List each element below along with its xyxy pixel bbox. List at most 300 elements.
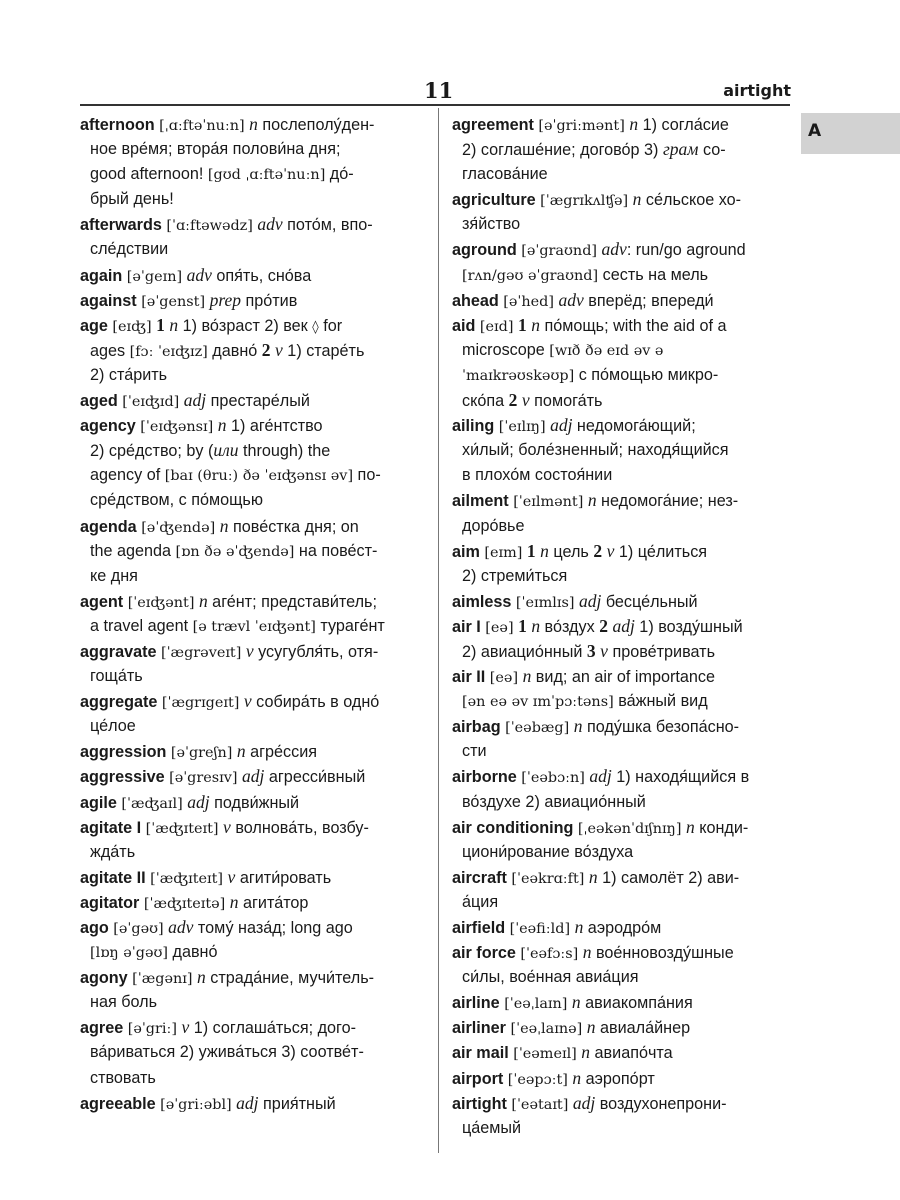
sense-number: 2 bbox=[261, 339, 271, 360]
entry-continuation-line bbox=[452, 514, 749, 539]
headword: airfield bbox=[452, 919, 506, 937]
definition-text: 1) находя́щийся в bbox=[611, 768, 750, 787]
definition-text: вперёд; впереди́ bbox=[583, 291, 714, 310]
definition-text: конди- bbox=[694, 818, 749, 837]
running-head-guide-word: airtight bbox=[723, 81, 791, 100]
entry-continuation-line bbox=[80, 137, 385, 162]
entry-line bbox=[80, 263, 385, 288]
transcription: [ˌɑːftəˈnuːn] bbox=[159, 118, 245, 134]
grammar-label: adj bbox=[550, 415, 573, 436]
grammar-label: n bbox=[531, 314, 540, 335]
transcription: [ˈægrɪgeɪt] bbox=[161, 695, 240, 712]
entry-continuation-line bbox=[452, 790, 749, 815]
grammar-label: adv bbox=[257, 214, 283, 235]
entry-continuation-line bbox=[80, 162, 385, 187]
headword: again bbox=[80, 266, 123, 285]
sense-number: 3 bbox=[586, 640, 596, 661]
headword: agree bbox=[80, 1019, 124, 1038]
definition-text: а́ция bbox=[462, 892, 499, 911]
transcription: [ə trævl ˈeɪʤənt] bbox=[192, 618, 316, 635]
grammar-label: n bbox=[229, 891, 239, 912]
grammar-label: adj bbox=[187, 791, 210, 812]
sense-number: 2 bbox=[599, 615, 608, 636]
definition-text: ная боль bbox=[90, 993, 158, 1012]
entry-line bbox=[452, 488, 749, 513]
headword: aground bbox=[452, 241, 517, 260]
definition-text: ствовать bbox=[90, 1068, 156, 1087]
entry-line bbox=[452, 1040, 749, 1065]
entry-continuation-line bbox=[452, 162, 749, 187]
definition-text: жда́ть bbox=[90, 842, 136, 861]
definition-text: 1) возду́шный bbox=[634, 617, 743, 636]
transcription: [eə] bbox=[489, 670, 519, 687]
sense-number: 2 bbox=[593, 540, 603, 561]
entry-line bbox=[80, 1091, 385, 1116]
headword: ahead bbox=[452, 291, 499, 310]
entry-continuation-line bbox=[80, 714, 385, 739]
definition-text: брый день! bbox=[90, 190, 174, 209]
grammar-label: грам bbox=[662, 139, 699, 160]
definition-text: по- bbox=[353, 466, 381, 485]
entry-continuation-line bbox=[80, 237, 385, 262]
transcription: [ˈɑːftəwədz] bbox=[166, 218, 253, 235]
headword: afternoon bbox=[80, 116, 155, 134]
entry-line bbox=[80, 288, 385, 313]
grammar-label: adj bbox=[183, 390, 207, 411]
entry-line bbox=[452, 313, 749, 338]
definition-text: цель bbox=[548, 542, 594, 561]
definition-text: 1) старе́ть bbox=[282, 341, 365, 360]
transcription: [ˈeəmeɪl] bbox=[513, 1046, 577, 1063]
transcription: [baɪ (θruː) ðə ˈeɪʤənsɪ əv] bbox=[164, 468, 354, 485]
entry-line bbox=[80, 388, 385, 413]
definition-text: пото́м, впо- bbox=[282, 216, 373, 235]
grammar-label: adv bbox=[186, 264, 212, 285]
entry-continuation-line bbox=[452, 965, 749, 990]
dictionary-column-left bbox=[80, 112, 385, 1116]
definition-text: в плохо́м состоя́нии bbox=[462, 466, 613, 485]
definition-text: агре́ссия bbox=[245, 743, 318, 762]
definition-text: си́лы, вое́нная авиа́ция bbox=[462, 968, 639, 987]
headword: aggregate bbox=[80, 693, 158, 712]
dictionary-column-right bbox=[452, 112, 749, 1141]
definition-text: 2) стреми́ться bbox=[462, 566, 568, 585]
entry-continuation-line bbox=[80, 664, 385, 689]
grammar-label: n bbox=[587, 490, 597, 511]
definition-text: сле́дствии bbox=[90, 240, 169, 259]
definition-text: воздухонепрони- bbox=[595, 1094, 727, 1113]
entry-continuation-line bbox=[452, 463, 749, 488]
grammar-label: n bbox=[540, 540, 549, 561]
entry-continuation-line bbox=[80, 564, 385, 589]
transcription: [ˈæʤɪteɪt] bbox=[150, 870, 224, 887]
entry-line bbox=[80, 915, 385, 940]
definition-text: аэропо́рт bbox=[581, 1069, 655, 1088]
grammar-label: n bbox=[531, 615, 541, 636]
definition-text: прове́тривать bbox=[607, 642, 716, 661]
entry-line bbox=[452, 990, 749, 1015]
grammar-label: n bbox=[169, 314, 179, 335]
entry-continuation-line bbox=[80, 990, 385, 1015]
entry-line bbox=[452, 1091, 749, 1116]
definition-text: с по́мощью микро- bbox=[574, 365, 719, 384]
definition-text: microscope bbox=[462, 340, 550, 359]
transcription: [ˈeɪmlɪs] bbox=[515, 594, 575, 611]
transcription: [ˈægrɪkʌlʧə] bbox=[540, 193, 629, 210]
definition-text: недомога́ющий; bbox=[572, 417, 696, 436]
definition-text: послеполу́ден- bbox=[257, 116, 375, 134]
transcription: [ˈægənɪ] bbox=[132, 971, 193, 988]
entry-line bbox=[452, 764, 749, 789]
transcription: [ˈægrəveɪt] bbox=[160, 644, 242, 661]
grammar-label: n bbox=[236, 741, 246, 762]
definition-text: хи́лый; боле́зненный; находя́щийся bbox=[462, 441, 729, 460]
grammar-label: v bbox=[223, 816, 231, 837]
definition-text: авиала́йнер bbox=[595, 1019, 691, 1038]
entry-continuation-line bbox=[452, 689, 749, 714]
entry-continuation-line bbox=[452, 363, 749, 388]
sense-number: 1 bbox=[518, 615, 527, 636]
definition-text: со- bbox=[698, 141, 726, 160]
transcription: [əˈgenst] bbox=[141, 293, 206, 310]
transcription: [ˈeəfɔːs] bbox=[520, 946, 579, 963]
transcription: [eɪm] bbox=[484, 544, 523, 561]
grammar-label: n bbox=[198, 590, 208, 611]
headword: aim bbox=[452, 542, 480, 561]
entry-continuation-line bbox=[80, 187, 385, 212]
headword: air I bbox=[452, 617, 481, 636]
headword: aimless bbox=[452, 592, 512, 611]
definition-text: про́тив bbox=[241, 291, 298, 310]
entry-line bbox=[80, 589, 385, 614]
definition-text: давно́ bbox=[168, 943, 218, 962]
definition-text: 2) соглаше́ние; догово́р 3) bbox=[462, 141, 663, 160]
transcription: ˈmaɪkrəʊskəʊp] bbox=[462, 367, 575, 384]
grammar-label: n bbox=[632, 189, 642, 210]
grammar-label: v bbox=[600, 640, 608, 661]
grammar-label: n bbox=[573, 716, 583, 737]
entry-line bbox=[452, 714, 749, 739]
transcription: [ˌeəkənˈdɪʃnɪŋ] bbox=[577, 820, 682, 837]
grammar-label: adv bbox=[601, 239, 627, 260]
entry-line bbox=[80, 865, 385, 890]
entry-line bbox=[452, 589, 749, 614]
entry-continuation-line bbox=[452, 388, 749, 413]
definition-text: ages bbox=[90, 341, 130, 360]
sense-number: 1 bbox=[526, 540, 536, 561]
grammar-label: v bbox=[606, 540, 615, 561]
grammar-label: prep bbox=[209, 289, 241, 310]
transcription: [ˈeəˌlaɪn] bbox=[504, 996, 568, 1013]
entry-continuation-line bbox=[452, 564, 749, 589]
definition-text: вое́нновозду́шные bbox=[591, 944, 734, 963]
headword: agitate I bbox=[80, 818, 142, 837]
transcription: [əˈgresɪv] bbox=[169, 770, 238, 787]
definition-text: 1) соглаша́ться; дого- bbox=[189, 1019, 356, 1038]
grammar-label: adj bbox=[589, 766, 612, 787]
transcription: [əˈʤendə] bbox=[141, 519, 216, 536]
entry-line bbox=[80, 413, 385, 438]
definition-text: недомога́ние; нез- bbox=[596, 492, 739, 511]
definition-text: опя́ть, сно́ва bbox=[211, 266, 312, 285]
entry-continuation-line bbox=[80, 1040, 385, 1065]
grammar-label: n bbox=[581, 1042, 591, 1063]
definition-text: сти bbox=[462, 742, 487, 761]
transcription: [eɪd] bbox=[479, 318, 514, 335]
grammar-label: n bbox=[572, 1067, 582, 1088]
headword: aggressive bbox=[80, 768, 165, 787]
transcription: [rʌn/gəʊ əˈgraʊnd] bbox=[462, 267, 599, 284]
headword: agreeable bbox=[80, 1094, 156, 1113]
definition-text: по́мощь; with the aid of a bbox=[539, 316, 727, 335]
definition-text: агити́ровать bbox=[235, 868, 332, 887]
headword: ailment bbox=[452, 492, 509, 511]
headword: aid bbox=[452, 316, 476, 335]
header-rule bbox=[80, 104, 790, 106]
definition-text: аэродро́м bbox=[583, 919, 662, 937]
grammar-label: adv bbox=[558, 289, 584, 310]
entry-line bbox=[452, 1015, 749, 1040]
entry-continuation-line bbox=[80, 363, 385, 388]
entry-continuation-line bbox=[80, 840, 385, 865]
definition-text: тураге́нт bbox=[315, 616, 385, 635]
transcription: [gʊd ˌɑːftəˈnuːn] bbox=[207, 167, 326, 184]
transcription: [fɔː ˈeɪʤɪz] bbox=[129, 343, 208, 360]
headword: age bbox=[80, 316, 108, 335]
transcription: [ˈeəˌlaɪnə] bbox=[510, 1021, 583, 1038]
transcription: [əˈgraʊnd] bbox=[521, 243, 598, 260]
headword: airtight bbox=[452, 1094, 507, 1113]
grammar-label: n bbox=[586, 1017, 596, 1038]
transcription: [wɪð ðə eɪd əv ə bbox=[549, 342, 664, 359]
definition-text: 2) сре́дство; by ( bbox=[90, 442, 214, 461]
entry-line bbox=[452, 288, 749, 313]
entry-line bbox=[452, 664, 749, 689]
entry-line bbox=[452, 237, 749, 262]
grammar-label: или bbox=[213, 440, 239, 461]
headword: agile bbox=[80, 793, 117, 812]
transcription: [ˈeətaɪt] bbox=[511, 1096, 569, 1113]
definition-text: се́льское хо- bbox=[641, 191, 742, 210]
grammar-label: adj bbox=[612, 615, 635, 636]
entry-continuation-line bbox=[80, 338, 385, 363]
transcription: [ˈeəpɔːt] bbox=[507, 1071, 568, 1088]
definition-text: прия́тный bbox=[258, 1094, 336, 1113]
grammar-label: adj bbox=[572, 1092, 596, 1113]
definition-text: волнова́ть, возбу- bbox=[230, 818, 369, 837]
entry-continuation-line bbox=[452, 890, 749, 915]
definition-text: вид; an air of importance bbox=[531, 668, 715, 687]
definition-text: ва́жный вид bbox=[613, 692, 708, 711]
definition-text: : run/go aground bbox=[626, 241, 746, 260]
entry-line bbox=[80, 739, 385, 764]
definition-text: пове́стка дня; on bbox=[228, 517, 359, 536]
definition-text: сесть на мель bbox=[598, 265, 709, 284]
transcription: [ˈeɪʤənsɪ] bbox=[140, 419, 214, 436]
headword: airline bbox=[452, 994, 500, 1013]
definition-text: ца́емый bbox=[462, 1118, 522, 1137]
definition-text: во́здух bbox=[540, 617, 600, 636]
headword: agriculture bbox=[452, 191, 536, 210]
definition-text: гоща́ть bbox=[90, 667, 143, 686]
grammar-label: n bbox=[196, 967, 206, 988]
grammar-label: v bbox=[181, 1017, 190, 1038]
entry-line bbox=[80, 965, 385, 990]
headword: airport bbox=[452, 1069, 504, 1088]
column-divider bbox=[438, 108, 439, 1153]
headword: agent bbox=[80, 592, 124, 611]
entry-line bbox=[452, 865, 749, 890]
entry-continuation-line bbox=[452, 263, 749, 288]
definition-text: престаре́лый bbox=[206, 392, 310, 411]
transcription: [ˈeəbɔːn] bbox=[521, 770, 585, 787]
headword: air force bbox=[452, 944, 516, 963]
grammar-label: n bbox=[217, 415, 227, 436]
headword: agreement bbox=[452, 116, 534, 134]
definition-text: 1) самолёт 2) ави- bbox=[597, 868, 740, 887]
definition-text: до́- bbox=[325, 165, 354, 184]
definition-text: авиакомпа́ния bbox=[580, 994, 693, 1013]
grammar-label: adv bbox=[168, 917, 194, 937]
entry-continuation-line bbox=[80, 940, 385, 965]
entry-line bbox=[80, 639, 385, 664]
transcription: [ɒn ðə əˈʤendə] bbox=[175, 543, 295, 560]
definition-text: циони́рование во́здуха bbox=[462, 842, 634, 861]
entry-continuation-line bbox=[80, 1066, 385, 1091]
definition-text: подви́жный bbox=[209, 793, 300, 812]
grammar-label: n bbox=[219, 515, 229, 536]
definition-text: аге́нт; представи́тель; bbox=[207, 592, 377, 611]
entry-continuation-line bbox=[80, 463, 385, 488]
grammar-label: n bbox=[249, 114, 258, 134]
definition-text: во́здухе 2) авиацио́нный bbox=[462, 792, 646, 811]
entry-line bbox=[80, 313, 385, 338]
entry-line bbox=[452, 1066, 749, 1091]
definition-text: агресси́вный bbox=[264, 768, 366, 787]
transcription: [əˈgriːəbl] bbox=[160, 1096, 232, 1113]
transcription: [ˈæʤaɪl] bbox=[121, 795, 183, 812]
transcription: [ˈeəfiːld] bbox=[509, 921, 571, 937]
definition-text: agency of bbox=[90, 466, 165, 485]
entry-line bbox=[80, 112, 385, 137]
grammar-label: v bbox=[227, 866, 236, 887]
definition-text: агита́тор bbox=[238, 893, 309, 912]
grammar-label: adj bbox=[242, 766, 265, 787]
definition-text: 2) авиацио́нный bbox=[462, 642, 587, 661]
headword: agenda bbox=[80, 517, 137, 536]
definition-text: ное вре́мя; втора́я полови́на дня; bbox=[90, 140, 341, 159]
headword: aggravate bbox=[80, 642, 157, 661]
entry-continuation-line bbox=[452, 1116, 749, 1141]
entry-continuation-line bbox=[452, 438, 749, 463]
entry-line bbox=[452, 915, 749, 940]
sense-number: 1 bbox=[156, 314, 165, 335]
grammar-label: n bbox=[582, 942, 592, 963]
headword: air II bbox=[452, 668, 486, 687]
entry-line bbox=[80, 514, 385, 539]
headword: agitate II bbox=[80, 868, 146, 887]
grammar-label: v bbox=[245, 640, 254, 661]
headword: agony bbox=[80, 969, 128, 988]
entry-line bbox=[452, 413, 749, 438]
transcription: [ˈeəkrɑːft] bbox=[511, 870, 585, 887]
transcription: [əˈgəʊ] bbox=[113, 921, 164, 937]
definition-text: through) the bbox=[238, 442, 331, 461]
entry-continuation-line bbox=[452, 739, 749, 764]
definition-text: доро́вье bbox=[462, 516, 525, 535]
grammar-label: v bbox=[275, 339, 283, 360]
grammar-label: n bbox=[522, 666, 532, 687]
grammar-label: n bbox=[574, 917, 584, 937]
entry-continuation-line bbox=[80, 488, 385, 513]
entry-continuation-line bbox=[452, 212, 749, 237]
headword: air mail bbox=[452, 1044, 509, 1063]
entry-continuation-line bbox=[452, 137, 749, 162]
thumb-index-letter: A bbox=[808, 121, 822, 141]
definition-text: 1) согла́сие bbox=[638, 116, 729, 134]
sense-number: 1 bbox=[517, 314, 527, 335]
definition-text: a travel agent bbox=[90, 616, 193, 635]
entry-line bbox=[80, 815, 385, 840]
definition-text: собира́ть в одно́ bbox=[251, 693, 380, 712]
page-number: 11 bbox=[424, 78, 454, 103]
transcription: [ˈeɪʤɪd] bbox=[122, 394, 180, 411]
grammar-label: adj bbox=[236, 1092, 259, 1113]
definition-text: усугубля́ть, отя- bbox=[253, 642, 379, 661]
definition-text: ке дня bbox=[90, 566, 138, 585]
headword: against bbox=[80, 291, 137, 310]
headword: aged bbox=[80, 392, 118, 411]
transcription: [əˈgeɪn] bbox=[126, 268, 183, 285]
entry-continuation-line bbox=[452, 840, 749, 865]
entry-line bbox=[452, 539, 749, 564]
entry-continuation-line bbox=[80, 614, 385, 639]
definition-text: the agenda bbox=[90, 541, 176, 560]
sense-number: 2 bbox=[508, 390, 518, 411]
definition-text: це́лое bbox=[90, 717, 136, 736]
transcription: [ˈeɪlmənt] bbox=[513, 494, 584, 511]
headword: agency bbox=[80, 417, 136, 436]
grammar-label: n bbox=[588, 866, 598, 887]
headword: ago bbox=[80, 919, 109, 937]
grammar-label: adj bbox=[578, 590, 602, 611]
transcription: [eə] bbox=[485, 619, 514, 636]
definition-text: авиапо́чта bbox=[590, 1044, 673, 1063]
grammar-label: n bbox=[629, 114, 639, 134]
entry-line bbox=[452, 815, 749, 840]
definition-text: ско́па bbox=[462, 392, 509, 411]
idiom-marker: ◊ bbox=[312, 319, 319, 335]
headword: afterwards bbox=[80, 216, 162, 235]
definition-text: гласова́ние bbox=[462, 165, 548, 184]
definition-text: на пове́ст- bbox=[294, 541, 378, 560]
definition-text: 1) аге́нтство bbox=[226, 417, 323, 436]
grammar-label: v bbox=[243, 691, 252, 712]
entry-line bbox=[452, 187, 749, 212]
entry-line bbox=[80, 212, 385, 237]
transcription: [eɪʤ] bbox=[112, 318, 152, 335]
entry-line bbox=[452, 940, 749, 965]
headword: airliner bbox=[452, 1019, 506, 1038]
headword: agitator bbox=[80, 893, 140, 912]
transcription: [əˈgriːmənt] bbox=[538, 118, 625, 134]
definition-text: 2) ста́рить bbox=[90, 365, 168, 384]
transcription: [ˈæʤɪteɪt] bbox=[145, 820, 219, 837]
definition-text: сре́дством, с по́мощью bbox=[90, 491, 263, 510]
transcription: [ˈeəbæg] bbox=[505, 720, 570, 737]
grammar-label: n bbox=[685, 816, 695, 837]
definition-text: тому́ наза́д; long ago bbox=[193, 919, 353, 937]
